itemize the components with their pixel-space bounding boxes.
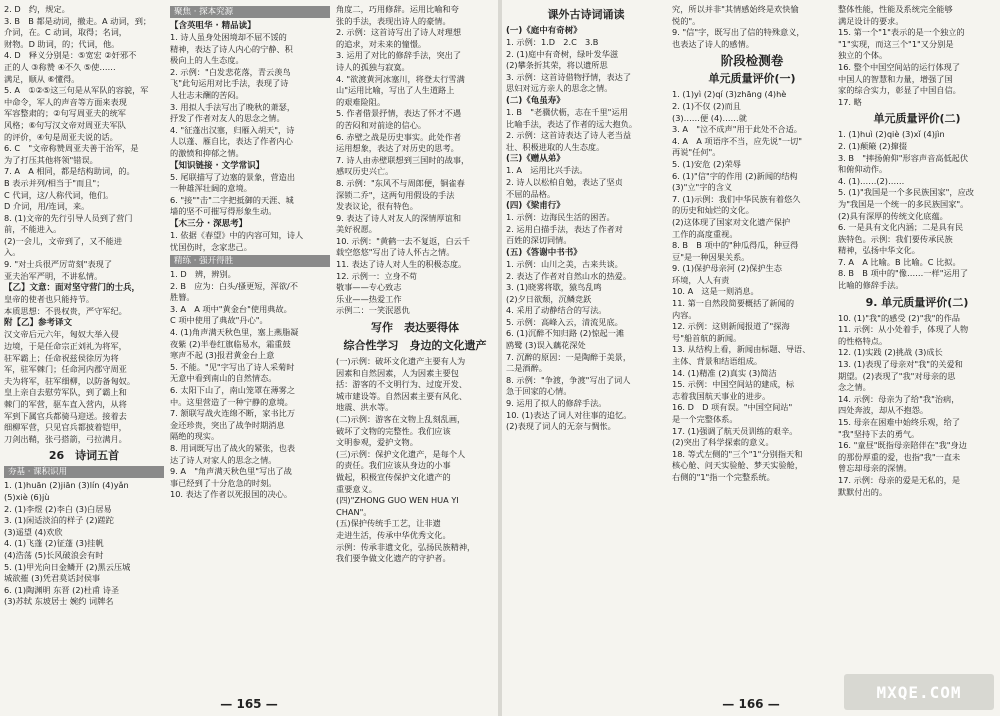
answer-line: 念之情。 [838, 382, 871, 393]
answer-line: 17. 略 [838, 96, 862, 107]
answer-line: 中。这里营造了一种宁静的意境。 [170, 396, 293, 407]
answer-line: 14. (1)精准 (2)真实 (3)简洁 [672, 367, 777, 378]
answer-line: C 代词，这/人称代词，他们。 [4, 189, 114, 200]
answer-line: 4. "欲渡黄河冰塞川，将登太行雪满 [336, 73, 465, 84]
answer-line: 3. 示例：这首诗借物抒情，表达了 [506, 71, 632, 82]
answer-line: 豆"是一种因果关系。 [672, 251, 750, 262]
watermark-logo: MXQE.COM [844, 674, 994, 710]
answer-line: 9. A "角声满天秋色里"写出了战 [170, 466, 292, 477]
left-column-3 [336, 4, 494, 692]
answer-line: 8. 示例："争渡，争渡"写出了词人 [506, 374, 631, 385]
answer-line: 1. (1)huān (2)jiān (3)lín (4)yǎn [4, 480, 129, 491]
answer-line: 示例二：一笑泯恩仇 [336, 305, 410, 316]
answer-line: (四)"ZHONG GUO WEN HUA YI [336, 495, 459, 506]
answer-line: 2. B 应为：白头/搔更短，浑欲/不 [170, 280, 298, 291]
answer-line: (2)表现了词人的无奈与惆怅。 [506, 421, 616, 432]
answer-line: 9. "信"字，既写出了信的特殊意义， [672, 27, 805, 38]
answer-line: 军容整肃的；②句写周亚夫的统军 [4, 108, 126, 119]
answer-line: 9. 运用了拟人的修辞手法。 [506, 398, 607, 409]
right-column-2 [672, 4, 832, 692]
answer-line: 做起，积极宣传保护文化遗产的 [336, 471, 451, 482]
answer-line: 3. 用拟人手法写出了晚秋的萧瑟， [170, 101, 296, 112]
answer-line: 的那份厚重的爱，也指"我"一直未 [838, 451, 961, 462]
answer-line: 10. (1)表达了词人对往事的追忆。 [506, 409, 632, 420]
answer-line: 8. B B 项中的"种瓜得瓜，种豆得 [672, 240, 799, 251]
answer-line: (2)突出了科学探索的意义。 [672, 437, 774, 448]
answer-line: 前，不能进入。 [4, 224, 62, 235]
answer-line: 胜簪。 [170, 292, 195, 303]
answer-line: (3)苏轼 东坡居士 婉约 词牌名 [4, 596, 114, 607]
answer-line: 中国人的智慧和力量，增强了国 [838, 73, 953, 84]
answer-line: 3. B B 都是动词，撤走。A 动词，到； [4, 15, 152, 26]
answer-line: 16. D D 项有误。"中国空间站" [672, 402, 793, 413]
answer-line: 夫为将军，驻军细柳，以防备匈奴。 [4, 375, 136, 386]
answer-line: 壮、积极进取的人生态度。 [506, 141, 605, 152]
answer-line: 5. 尾联描写了边塞的景象，营造出 [170, 171, 296, 182]
section-title: 单元质量评价(一) [708, 72, 796, 86]
answer-line: 究，所以并非"其情感始终是欢快愉 [672, 4, 799, 14]
answer-line: 13. (1)表现了母亲对"我"的关爱和 [838, 359, 963, 370]
subsection-heading: 【含英咀华 · 精品读】 [170, 21, 256, 31]
answer-line: 也表达了诗人的感情。 [672, 38, 754, 49]
answer-line: 人以蓬、雁自比，表达了作者内心 [170, 136, 293, 147]
answer-line: 地震、洪水等。 [336, 402, 394, 413]
answer-line: 2. (1)不仅 (2)而且 [672, 100, 741, 111]
answer-line: 10. (1)"我"的感受 (2)"我"的作品 [838, 312, 960, 323]
subsection-heading: (一)《庭中有奇树》 [506, 26, 582, 36]
answer-line: D 介词，用/连词，来。 [4, 201, 90, 212]
answer-line: 满足设计的要求。 [838, 15, 904, 26]
answer-line: 走进生活，传承中华优秀文化。 [336, 529, 451, 540]
subsection-heading: 【木三分 · 深思考】 [170, 218, 248, 229]
answer-line: 达了诗人对家人的思念之情。 [170, 454, 277, 465]
answer-line: 5. (1)甲光向日金鳞开 (2)黑云压城 [4, 561, 131, 572]
answer-line: 1. 示例：边海民生活的困苦。 [506, 212, 615, 223]
answer-line: 10. 示例："黄鹤一去不复返，白云千 [336, 235, 471, 246]
answer-line: 汉文帝后元六年，匈奴大举入侵 [4, 329, 119, 340]
answer-line: CHAN"。 [336, 506, 372, 517]
answer-line: 是一个完整体系。 [672, 414, 738, 424]
answer-line: 运用想象，表达了对历史的思考。 [336, 143, 459, 154]
answer-line: 2. D 约，规定。 [4, 4, 70, 14]
left-page [0, 0, 498, 716]
subsection-heading: (四)《梁甫行》 [506, 201, 565, 212]
answer-line: 百姓的深切同情。 [506, 235, 572, 246]
answer-line: "我"坚持下去的勇气。 [838, 428, 920, 439]
answer-line: 2. (1)颠簸 (2)撺掇 [838, 140, 907, 151]
subsection-heading: (五)《答谢中书书》 [506, 247, 582, 258]
answer-line: 内容。 [672, 309, 697, 320]
answer-line: 15. 母亲在困难中始终乐观，给了 [838, 417, 961, 427]
answer-line: 12. (1)实践 (2)挑战 (3)成长 [838, 347, 943, 358]
answer-line: 1. B "老骥伏枥，志在千里"运用 [506, 106, 628, 117]
answer-line: 和俯仰动作。 [838, 164, 888, 175]
answer-line: 诗人的孤独与寂寞。 [336, 61, 410, 72]
answer-line: 因素和自然因素，人为因素主要包 [336, 367, 459, 378]
answer-line: (2)一会儿，文帝到了，又不能进 [4, 235, 123, 246]
answer-line: 9. "对士兵很严厉苛刻"表现了 [4, 259, 113, 270]
answer-line: 11. 表达了诗人对人生的积极态度。 [336, 259, 467, 270]
section-banner: 夯基 · 课积识用 [4, 466, 164, 478]
answer-line: 14. 示例：母亲为了给"我"治病， [838, 393, 960, 404]
section-title: 课外古诗词诵读 [547, 8, 625, 21]
answer-line: 1. D 辨，辨别。 [170, 269, 236, 280]
answer-line: 4. "征蓬出汉塞，归雁入胡天"，诗 [170, 124, 295, 135]
answer-line: 忧国伤时，念家悲己。 [170, 241, 252, 252]
subsection-heading: (三)《赠从弟》 [506, 154, 565, 165]
answer-line: 9. (1)保护母亲河 (2)保护生态 [672, 263, 782, 274]
answer-line: 一种雄浑壮阔的意境。 [170, 183, 252, 194]
answer-line: 感叹历史兴亡。 [336, 166, 394, 177]
answer-line: 整体性能，性能及系统完全能够 [838, 4, 953, 14]
answer-line: 族特色。示例：我们要传承民族 [838, 233, 953, 244]
answer-line: 8. 示例："东风不与周郎便，铜雀春 [336, 177, 465, 188]
answer-line: 事已经到了十分危急的时刻。 [170, 477, 277, 488]
answer-line: 的艰难险阻。 [336, 96, 386, 107]
answer-line: (2)具有深厚的传统文化底蕴。 [838, 210, 948, 221]
answer-line: 7. A A 相同，都是结构助词，的。 [4, 166, 135, 177]
answer-line: 入。 [4, 247, 21, 258]
answer-line: 的激愤和抑郁之情。 [170, 147, 244, 158]
right-page-number: — 166 — [722, 697, 780, 711]
answer-line: 1. 示例：山川之美，古来共谈。 [506, 258, 623, 269]
answer-line: 16. "童昼"既指母亲陪伴在"我"身边 [838, 440, 967, 451]
answer-line: 我们要争做文化遗产的守护者。 [336, 553, 451, 564]
left-column-2 [170, 4, 330, 692]
answer-line: 6. (1)陶渊明 东晋 (2)杜甫 诗圣 [4, 584, 120, 595]
answer-line: 志着我国航天事业的进步。 [672, 390, 771, 401]
answer-line: 4. (1)……(2)…… [838, 175, 905, 186]
answer-line: 隔绝的现实。 [170, 431, 220, 442]
answer-line: 5. A ①②⑤这三句是从军队的容貌，军 [4, 85, 149, 96]
answer-line: 核心舱、问天实验舱、梦天实验舱， [672, 460, 804, 471]
answer-line: 1. A 运用比兴手法。 [506, 165, 588, 176]
section-title: 26 诗词五首 [48, 449, 120, 463]
answer-line: 中命令，军人的声音等方面来表现 [4, 96, 127, 107]
answer-line: 主体、背景和结语组成。 [672, 356, 763, 367]
answer-line: 边境，于是任命宗正刘礼为将军， [4, 341, 127, 352]
answer-line: 5. 示例：高峰入云，清流见底。 [506, 316, 623, 327]
answer-line: 11. 示例：从小处着手，体现了人物 [838, 324, 969, 335]
answer-line: 13. 从结构上看，新闻由标题、导语、 [672, 344, 811, 355]
answer-line: 7. 沉醉的原因：一是陶醉于美景， [506, 351, 632, 362]
answer-line: 风格；⑥句写汉文帝对周亚夫军队 [4, 119, 126, 130]
answer-line: 为"我国是一个统一的多民族国家"。 [838, 198, 969, 209]
answer-line: 1. (1)huì (2)qiè (3)xǐ (4)jìn [838, 129, 945, 140]
answer-line: 默默付出的。 [838, 486, 888, 497]
answer-line: 1. 示例：1.D 2.C 3.B [506, 37, 599, 47]
answer-line: 6. (1)沉醉不知归路 (2)惊起一滩 [506, 328, 625, 339]
answer-line: 的历史和灿烂的文化。 [672, 205, 754, 216]
answer-line: 3. (1)晓雾将歇，猿鸟乱鸣 [506, 282, 602, 293]
answer-line: 6. (1)"信"字的作用 (2)新闻的结构 [672, 170, 798, 181]
answer-line: 为了打压其他将领"错误。 [4, 154, 98, 165]
answer-line: 18. 等式左侧的"三个"1"分别指天和 [672, 448, 803, 459]
answer-line: 的追求，对未来的憧憬。 [336, 38, 427, 49]
answer-line: 棘门的军营，驱车直入营内，从将 [4, 399, 127, 409]
answer-line: (五)保护传统手工艺，让非遗 [336, 518, 441, 529]
answer-line: 皇帝的使者也只能持节。 [4, 294, 95, 305]
answer-line: 10. 表达了作者以死报国的决心。 [170, 489, 293, 500]
answer-line: 刀剑出鞘，张弓搭箭，弓拉满月。 [4, 433, 127, 444]
answer-line: 3. (1)闲适淡泊的样子 (2)蹉跎 [4, 515, 114, 526]
answer-line: 财物。D 助词，的；代词，他。 [4, 38, 120, 49]
answer-line: 15. 第一个"1"表示的是一个独立的 [838, 27, 965, 38]
answer-line: (三)示例：保护文化遗产，是每个人 [336, 448, 466, 459]
answer-line: 满足，顺从 ⑥懂得。 [4, 73, 80, 84]
answer-line: 6. "接""击"二字把抵御的天涯、城 [170, 194, 294, 205]
answer-line: 2. 示例：这首诗写出了诗人对理想 [336, 27, 462, 38]
answer-line: 2. (1)庭中有奇树，绿叶发华滋 [506, 48, 619, 59]
answer-line: C 项中使用了典故"丹心"。 [170, 315, 268, 326]
answer-line: 驻军霸上；任命祝兹侯徐厉为将 [4, 352, 119, 363]
answer-line: 墙的坚不可摧写得形象生动。 [170, 206, 277, 217]
answer-line: 亚夫治军严明，不讲私情。 [4, 270, 103, 281]
answer-line: 比喻手法，表达了作者的远大抱负。 [506, 118, 638, 129]
answer-line: 17. (1)强调了航天员训练的艰辛。 [672, 425, 798, 436]
answer-line: 角度二，巧用修辞。运用比喻和夸 [336, 4, 459, 14]
answer-line: 16. 整个中国空间站的运行体现了 [838, 61, 961, 72]
answer-line: 曾忘却母亲的深情。 [838, 463, 912, 474]
answer-line: 抒发了作者对友人的思念之情。 [170, 113, 285, 124]
answer-line: 1. 依据《春望》中的内容可知，诗人 [170, 229, 304, 240]
answer-line: 环境，人人有责 [672, 274, 730, 285]
answer-line: (2)这体现了国家对文化遗产保护 [672, 216, 791, 227]
answer-line: 8. 用词既写出了战火的紧张，也表 [170, 443, 296, 453]
answer-line: 二是酒醉。 [506, 363, 547, 374]
answer-line: 极向上的人生态度。 [170, 55, 244, 66]
section-title: 9. 单元质量评价(二) [865, 295, 969, 309]
answer-line: 4. (1)角声满天秋色里，塞上燕脂凝 [170, 327, 299, 338]
answer-line: 军，驻军棘门；任命河内郡守周亚 [4, 364, 127, 375]
answer-line: 4. D 释义分别是：⑤宽宏 ②奸邪不 [4, 50, 137, 61]
answer-line: 1. (1)yì (2)qí (3)zhāng (4)hè [672, 89, 787, 100]
answer-line: (二)示例：游客在文物上乱刻乱画， [336, 414, 466, 424]
answer-line: B 表示并列/相当于"而且"； [4, 177, 105, 188]
answer-line: 张的手法，表现出诗人的豪情。 [336, 15, 451, 26]
answer-line: 城市建设等。自然因素主要有风化、 [336, 390, 468, 401]
answer-line: 4. (1)飞蓬 (2)征蓬 (3)挂帆 [4, 538, 104, 549]
answer-line: 寒声不起 (3)报君黄金台上意 [170, 350, 275, 361]
answer-line: 精神，弘扬中华文化。 [838, 245, 920, 256]
subsection-heading: 附【乙】参考译文 [4, 318, 73, 329]
answer-line: 金还珍贵，突出了战争时期消息 [170, 419, 285, 430]
answer-line: 皇上亲自去慰劳军队，到了霸上和 [4, 387, 127, 398]
answer-line: 9. 表达了诗人对友人的深情厚谊和 [336, 212, 462, 223]
answer-line: 6. 赤壁之战是历史事实。此处作者 [336, 131, 462, 142]
answer-line: 介词，在。C 动词，取得；名词， [4, 27, 127, 38]
answer-line: 2. 示例：这首诗表达了诗人老当益 [506, 130, 632, 141]
answer-line: 不屈的品格。 [506, 188, 556, 199]
answer-line: 军到下属官兵都骑马迎送。接着去 [4, 410, 127, 421]
answer-line: 发表议论，很有特色。 [336, 201, 418, 212]
subsection-heading: (二)《龟虽寿》 [506, 95, 565, 106]
answer-line: 深锁二乔"，这两句用假设的手法 [336, 189, 455, 200]
section-title: 阶段检测卷 [720, 53, 784, 69]
answer-line: (一)示例：破坏文化遗产主要有人为 [336, 356, 466, 367]
answer-line: 7. 诗人由赤壁联想到三国时的战事， [336, 154, 470, 165]
answer-line: "1"实现，而这三个"1"又分别是 [838, 38, 954, 49]
answer-line: (2)夕日欲颓，沉鳞竞跃 [506, 293, 592, 304]
answer-line: 的责任。我们应该从身边的小事 [336, 460, 451, 471]
section-title: 综合性学习 身边的文化遗产 [343, 339, 487, 353]
answer-line: 家的综合实力，彰显了中国自信。 [838, 85, 961, 96]
answer-line: 载空悠悠"写出了诗人怀古之情。 [336, 247, 455, 258]
answer-line: 2. 示例："白发悲花落，青云羡鸟 [170, 66, 291, 77]
answer-line: 示例：传承非遗文化，弘扬民族精神， [336, 541, 476, 552]
answer-line: 再说"任何"。 [672, 147, 721, 158]
subsection-heading: 【知识链接 · 文学常识】 [170, 160, 265, 171]
subsection-heading: 【乙】文意：面对坚守营门的士兵， [4, 283, 141, 294]
answer-line: 破坏了文物的完整性。我们应该 [336, 425, 451, 436]
answer-line: 鸥鹭 (3)误入藕花深处 [506, 340, 586, 351]
answer-line: 急于回家的心情。 [506, 386, 572, 397]
answer-line: 17. 示例：母亲的爱是无私的，是 [838, 474, 961, 485]
answer-line: 5. (1)"我国是一个多民族国家"，应改 [838, 187, 974, 198]
answer-line: 悦的"。 [672, 15, 701, 26]
left-column-1 [4, 4, 164, 692]
answer-line: 正的人 ③称赞 ④不久 ⑤使…… [4, 61, 116, 72]
answer-line: 山"运用比喻，写出了人生道路上 [336, 85, 455, 96]
answer-line: 本质思想：不畏权贵，严守军纪。 [4, 305, 127, 316]
answer-line: (2)攀条折其荣，将以遗所思 [506, 60, 608, 71]
right-column-3 [838, 4, 996, 692]
answer-line: 乐业——热爱工作 [336, 293, 402, 304]
section-title: 写作 表达要得体 [371, 321, 459, 335]
section-banner: 精练 · 强开得胜 [170, 255, 330, 267]
answer-line: 7. (1)示例：我们中华民族有着悠久 [672, 193, 801, 204]
answer-line: 3. A A 项中"黄金台"使用典故。 [170, 303, 292, 314]
answer-line: 的性格特点。 [838, 335, 888, 346]
answer-line: (3)"立"字的含义 [672, 182, 733, 193]
left-page-number: — 165 — [220, 697, 278, 711]
answer-line: 独立的个体。 [838, 50, 888, 61]
answer-line: 右侧的"1"指一个完整系统。 [672, 471, 775, 482]
answer-line: 5. 不能。"见"字写出了诗人采菊时 [170, 361, 295, 372]
right-page [502, 0, 1000, 716]
answer-line: 城欲摧 (3)凭君莫话封侯事 [4, 573, 101, 584]
answer-line: 精神，表达了诗人内心的宁静、积 [170, 43, 293, 54]
answer-line: 细柳军营，只见官兵都披着铠甲， [4, 422, 127, 433]
answer-line: 8. (1)文帝的先行引导人员到了营门 [4, 212, 133, 223]
answer-line: 12. 示例一：立身不苟 [336, 270, 418, 281]
answer-line: 2. (1)李煜 (2)李白 (3)白居易 [4, 503, 112, 514]
answer-line: 夜紫 (2)半卷红旗临易水，霜重鼓 [170, 338, 291, 349]
right-column-1 [506, 4, 666, 692]
answer-line: 括：游客的不文明行为、过度开发、 [336, 379, 468, 390]
answer-line: 6. 一是具有文化内涵；二是具有民 [838, 222, 964, 233]
answer-line: 7. 颔联写战火连绵不断，家书比万 [170, 408, 296, 419]
answer-line: 思妇对远方亲人的思念之情。 [506, 83, 613, 94]
answer-line: 飞"此句运用对比手法，表现了诗 [170, 78, 289, 89]
section-title: 单元质量评价(二) [873, 112, 961, 126]
answer-line: 无意中看到南山的自然情态。 [170, 373, 277, 384]
answer-line: 工作的高度重视。 [672, 228, 738, 239]
answer-line: 2. 运用白描手法，表达了作者对 [506, 223, 623, 234]
answer-line: 四处奔波，却从不抱怨。 [838, 405, 929, 416]
answer-line: 3. A "泣不成声"用于此处不合适。 [672, 124, 802, 135]
answer-line: (3)遥望 (4)欢欣 [4, 526, 63, 537]
answer-line: 1. 诗人虽身处困境却不屈不馁的 [170, 32, 287, 42]
answer-line: 15. 示例：中国空间站的建成，标 [672, 379, 795, 390]
answer-line: (3)……便 (4)……就 [672, 112, 747, 123]
answer-line: 4. A A 项语序不当，应先说"一切" [672, 135, 803, 146]
answer-line: 美好祝愿。 [336, 224, 377, 235]
answer-line: 4. 采用了动静结合的写法。 [506, 305, 607, 316]
answer-line: 2. 诗人以松柏自勉，表达了坚贞 [506, 176, 623, 187]
answer-line: 5. (1)安危 (2)荣辱 [672, 158, 741, 169]
answer-line: 号"船首航的新闻。 [672, 332, 742, 343]
answer-line: 5. 作者借景抒情，表达了怀才不遇 [336, 108, 462, 119]
section-banner: 聚焦 · 探本究源 [170, 6, 330, 18]
answer-line: 敬事——专心致志 [336, 282, 402, 293]
answer-line: (5)xiè (6)jù [4, 491, 50, 502]
answer-line: 期望。(2)表现了"我"对母亲的思 [838, 370, 956, 381]
answer-line: 2. 表达了作者对自然山水的热爱。 [506, 270, 632, 281]
answer-line: 比喻的修辞手法。 [838, 280, 904, 291]
answer-line: 6. 太阳下山了，南山笼罩在薄雾之 [170, 385, 296, 396]
answer-line: 6. C "文帝称赞周亚夫善于治军，是 [4, 143, 139, 154]
answer-line: 8. B B 项中的"像……一样"运用了 [838, 268, 969, 279]
answer-line: 的评价，④句是周亚夫说的话。 [4, 131, 118, 142]
answer-line: 3. B "摔扬俯仰"形容声音高低起伏 [838, 152, 969, 163]
answer-line: 的苦闷和对前途的信心。 [336, 119, 427, 130]
answer-line: 3. 运用了对比的修辞手法，突出了 [336, 50, 462, 61]
answer-line: 文明参观，爱护文物。 [336, 437, 418, 448]
answer-line: 人壮志未酬的苦闷。 [170, 89, 244, 100]
answer-line: 重要意义。 [336, 483, 377, 494]
answer-line: 12. 示例：这则新闻报道了"探海 [672, 321, 790, 332]
answer-line: 7. A A 比喻。B 比喻。C 比拟。 [838, 256, 961, 267]
answer-line: 10. A 这是一则消息。 [672, 286, 759, 297]
answer-line: 11. 第一自然段简要概括了新闻的 [672, 298, 795, 309]
answer-line: (4)浩荡 (5)长风破浪会有时 [4, 549, 104, 560]
